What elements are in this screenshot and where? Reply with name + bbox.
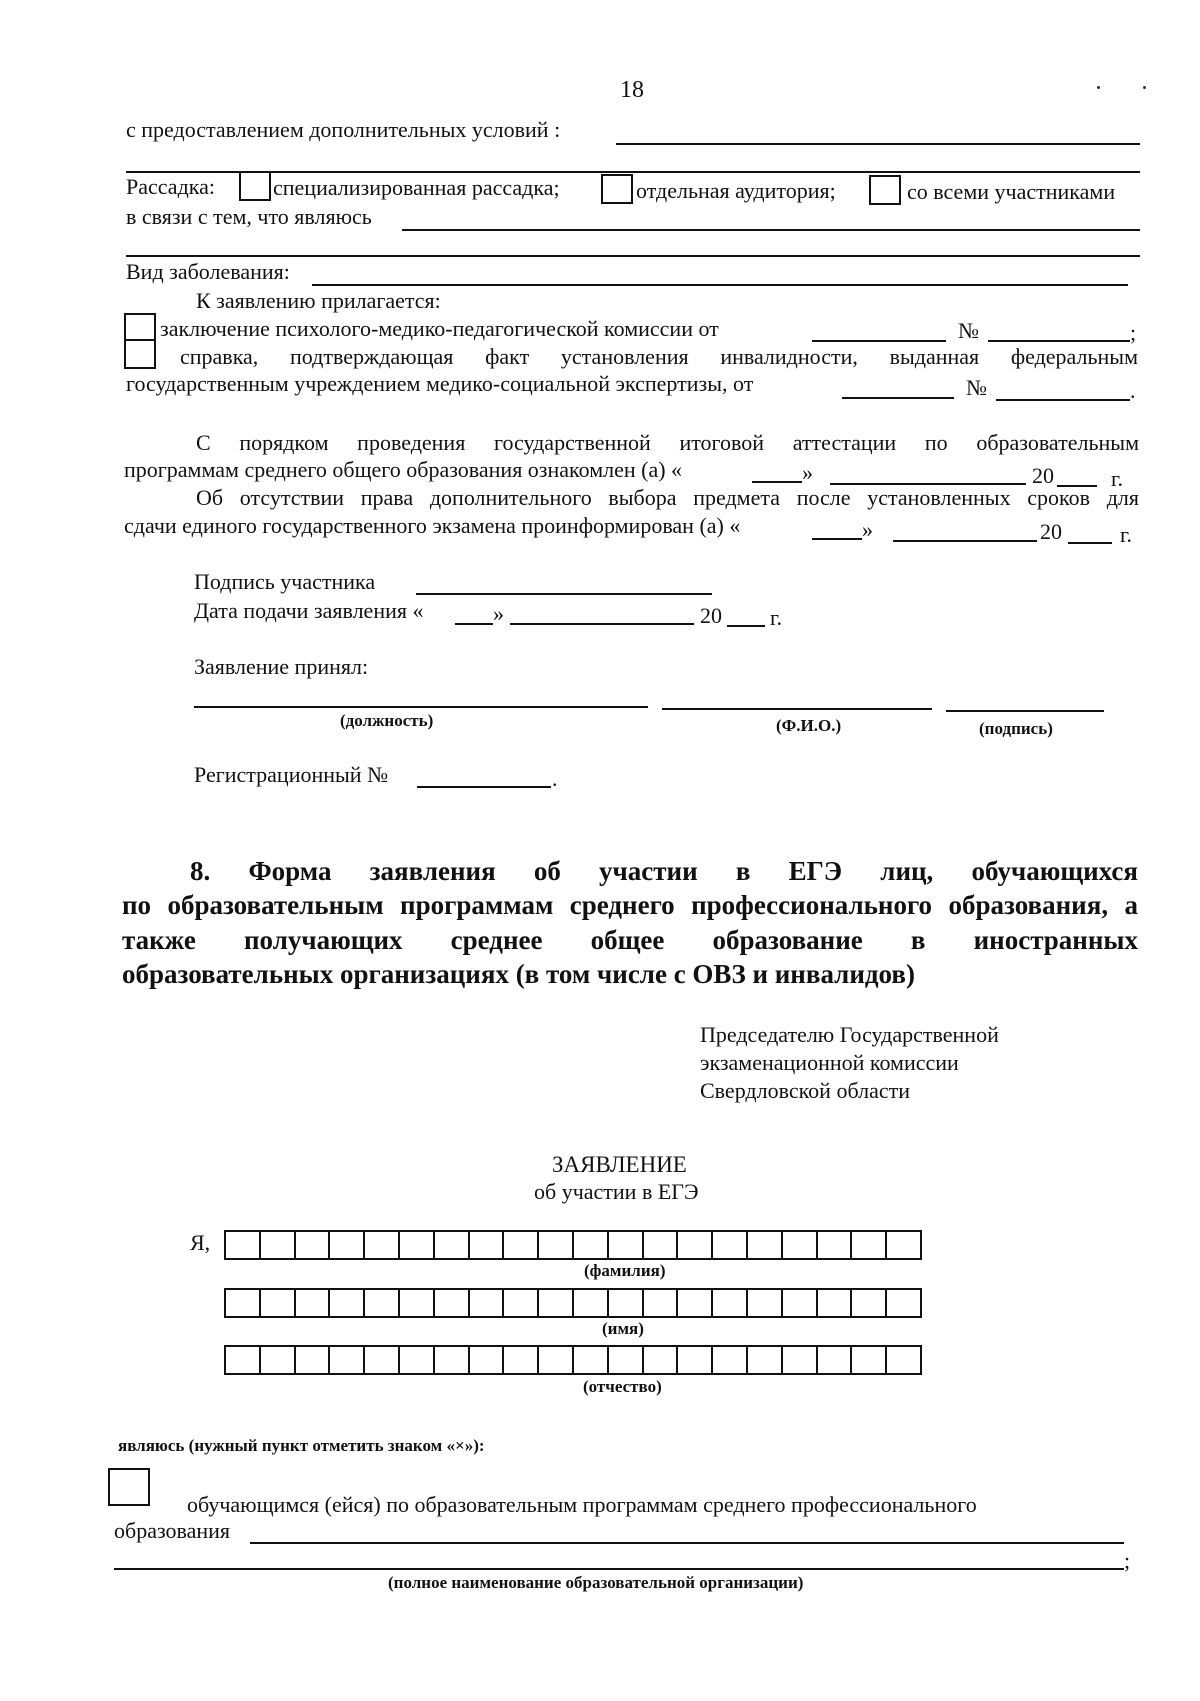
checkbox-with-all-participants[interactable] xyxy=(869,175,901,205)
letter-cell[interactable] xyxy=(713,1347,748,1373)
letter-cell[interactable] xyxy=(539,1290,574,1316)
letter-cell[interactable] xyxy=(261,1232,296,1258)
seating-option-separate-room: отдельная аудитория; xyxy=(636,178,836,203)
attachment-disability-line2: государственным учреждением медико-социальной экспертизы, от xyxy=(126,371,754,396)
application-title: ЗАЯВЛЕНИЕ xyxy=(552,1152,687,1177)
organization-caption: (полное наименование образовательной организации) xyxy=(388,1573,804,1592)
letter-cell[interactable] xyxy=(400,1347,435,1373)
letter-cell[interactable] xyxy=(574,1347,609,1373)
attached-label: К заявлению прилагается: xyxy=(196,288,441,313)
accepted-by-label: Заявление принял: xyxy=(194,654,369,679)
year-prefix: 20 xyxy=(1040,519,1062,544)
letter-cell[interactable] xyxy=(330,1290,365,1316)
quote-close: » xyxy=(802,460,813,485)
period: . xyxy=(1130,378,1136,403)
letter-cell[interactable] xyxy=(365,1347,400,1373)
section-heading-line2: по образовательным программам среднего профессионального образования, а xyxy=(122,890,1138,920)
letter-cell[interactable] xyxy=(783,1347,818,1373)
letter-cell[interactable] xyxy=(261,1290,296,1316)
spo-student-line1: обучающимся (ейся) по образовательным программам среднего профессионального xyxy=(187,1492,977,1517)
seating-option-with-all: со всеми участниками xyxy=(907,179,1116,204)
submit-day-field[interactable] xyxy=(455,623,493,625)
letter-cell[interactable] xyxy=(852,1232,887,1258)
ack-procedure-day-field[interactable] xyxy=(752,481,802,483)
letter-cell[interactable] xyxy=(226,1347,261,1373)
conditions-field-line2[interactable] xyxy=(126,171,1140,173)
i-label: Я, xyxy=(190,1230,211,1255)
pmpk-date-field[interactable] xyxy=(812,340,946,342)
semicolon: ; xyxy=(1124,1548,1131,1573)
ack-subject-month-field[interactable] xyxy=(893,540,1037,542)
letter-cell[interactable] xyxy=(609,1290,644,1316)
disability-number-label: № xyxy=(966,375,987,400)
letter-cell[interactable] xyxy=(470,1232,505,1258)
ack-procedure-line1: С порядком проведения государственной итоговой аттестации по образовательным xyxy=(196,430,1139,455)
letter-cell[interactable] xyxy=(818,1290,853,1316)
seating-label: Рассадка: xyxy=(126,174,215,199)
letter-cell[interactable] xyxy=(609,1347,644,1373)
letter-cell[interactable] xyxy=(644,1232,679,1258)
letter-cell[interactable] xyxy=(887,1290,920,1316)
letter-cell[interactable] xyxy=(887,1347,920,1373)
caption-surname: (фамилия) xyxy=(584,1261,666,1280)
letter-cell[interactable] xyxy=(470,1347,505,1373)
seating-option-specialized: специализированная рассадка; xyxy=(273,175,560,200)
letter-cell[interactable] xyxy=(748,1290,783,1316)
letter-cell[interactable] xyxy=(818,1232,853,1258)
letter-cell[interactable] xyxy=(678,1232,713,1258)
letter-cell[interactable] xyxy=(713,1290,748,1316)
letter-cell[interactable] xyxy=(330,1347,365,1373)
year-prefix: 20 xyxy=(1032,463,1054,488)
disease-label: Вид заболевания: xyxy=(126,259,290,284)
conditions-field[interactable] xyxy=(616,143,1140,145)
letter-cell[interactable] xyxy=(261,1347,296,1373)
letter-cell[interactable] xyxy=(539,1347,574,1373)
letter-cell[interactable] xyxy=(713,1232,748,1258)
letter-cell[interactable] xyxy=(678,1290,713,1316)
letter-cell[interactable] xyxy=(748,1347,783,1373)
scan-speck xyxy=(1097,86,1100,89)
disability-date-field[interactable] xyxy=(842,397,954,399)
letter-cell[interactable] xyxy=(783,1232,818,1258)
letter-cell[interactable] xyxy=(504,1290,539,1316)
attachment-disability-line1: справка, подтверждающая факт установления инвалидности, выданная федеральным xyxy=(180,344,1138,369)
caption-fio: (Ф.И.О.) xyxy=(776,716,842,735)
pmpk-number-label: № xyxy=(958,318,979,343)
letter-cell[interactable] xyxy=(852,1347,887,1373)
letter-cell[interactable] xyxy=(504,1347,539,1373)
reason-label: в связи с тем, что являюсь xyxy=(126,204,372,229)
quote-close: » xyxy=(493,601,504,626)
ack-procedure-line2: программам среднего общего образования ознакомлен (а) « xyxy=(124,457,683,482)
ack-subject-year-field[interactable] xyxy=(1068,542,1112,544)
letter-cell[interactable] xyxy=(435,1290,470,1316)
checkbox-separate-room[interactable] xyxy=(601,174,633,204)
organization-field[interactable] xyxy=(250,1542,1124,1544)
letter-cell[interactable] xyxy=(470,1290,505,1316)
letter-cell[interactable] xyxy=(644,1290,679,1316)
organization-field-line2[interactable] xyxy=(114,1568,1124,1570)
semicolon: ; xyxy=(1130,320,1137,345)
submit-year-field[interactable] xyxy=(727,625,765,627)
addressee-line2: экзаменационной комиссии xyxy=(700,1050,959,1075)
conditions-label: с предоставлением дополнительных условий : xyxy=(126,117,561,142)
section-heading-line1: 8. Форма заявления об участии в ЕГЭ лиц, обучающихся xyxy=(190,856,1138,886)
letter-cell[interactable] xyxy=(435,1347,470,1373)
caption-patronymic: (отчество) xyxy=(583,1377,662,1396)
position-field[interactable] xyxy=(194,706,648,708)
letter-cell[interactable] xyxy=(330,1232,365,1258)
reason-field[interactable] xyxy=(402,229,1140,231)
checkbox-disability-certificate[interactable] xyxy=(124,339,156,369)
year-suffix: г. xyxy=(1120,522,1133,547)
letter-cell[interactable] xyxy=(748,1232,783,1258)
caption-position: (должность) xyxy=(340,711,434,730)
registration-number-field[interactable] xyxy=(417,786,551,788)
year-suffix: г. xyxy=(770,605,783,630)
letter-cell[interactable] xyxy=(574,1232,609,1258)
letter-cell[interactable] xyxy=(400,1232,435,1258)
letter-cell[interactable] xyxy=(226,1232,261,1258)
letter-cell[interactable] xyxy=(609,1232,644,1258)
letter-cell[interactable] xyxy=(226,1290,261,1316)
scan-speck xyxy=(1143,86,1146,89)
section-heading-line3: также получающих среднее общее образование в иностранных xyxy=(122,925,1138,955)
caption-signature: (подпись) xyxy=(979,719,1053,738)
letter-cell[interactable] xyxy=(400,1290,435,1316)
spo-student-line2: образования xyxy=(114,1518,231,1543)
letter-cell[interactable] xyxy=(852,1290,887,1316)
letter-cell[interactable] xyxy=(296,1290,331,1316)
registration-number-label: Регистрационный № xyxy=(194,762,389,787)
application-subtitle: об участии в ЕГЭ xyxy=(534,1179,699,1204)
pmpk-number-field[interactable] xyxy=(988,340,1130,342)
section-heading-line4: образовательных организациях (в том числе с ОВЗ и инвалидов) xyxy=(122,959,915,989)
ack-subject-choice-line1: Об отсутствии права дополнительного выбора предмета после установленных сроков для xyxy=(196,485,1139,510)
ack-subject-choice-line2: сдачи единого государственного экзамена проинформирован (а) « xyxy=(124,513,741,538)
attachment-pmpk-text: заключение психолого-медико-педагогической комиссии от xyxy=(160,316,719,341)
being-note: являюсь (нужный пункт отметить знаком «×»): xyxy=(118,1436,485,1455)
submit-month-field[interactable] xyxy=(510,623,694,625)
letter-cell[interactable] xyxy=(574,1290,609,1316)
addressee-line1: Председателю Государственной xyxy=(700,1022,999,1047)
letter-cell[interactable] xyxy=(504,1232,539,1258)
letter-cell[interactable] xyxy=(296,1347,331,1373)
caption-name: (имя) xyxy=(602,1319,644,1338)
year-suffix: г. xyxy=(1111,466,1124,491)
letter-cell[interactable] xyxy=(644,1347,679,1373)
checkbox-specialized-seating[interactable] xyxy=(239,171,271,201)
name-cells[interactable] xyxy=(224,1288,922,1318)
checkbox-spo-student[interactable] xyxy=(108,1468,150,1506)
letter-cell[interactable] xyxy=(365,1232,400,1258)
period: . xyxy=(552,766,558,791)
letter-cell[interactable] xyxy=(783,1290,818,1316)
letter-cell[interactable] xyxy=(365,1290,400,1316)
disability-number-field[interactable] xyxy=(996,399,1130,401)
page-number: 18 xyxy=(620,77,644,103)
letter-cell[interactable] xyxy=(678,1347,713,1373)
patronymic-cells[interactable] xyxy=(224,1345,922,1375)
letter-cell[interactable] xyxy=(539,1232,574,1258)
participant-signature-label: Подпись участника xyxy=(194,569,376,594)
year-prefix: 20 xyxy=(700,603,722,628)
letter-cell[interactable] xyxy=(818,1347,853,1373)
letter-cell[interactable] xyxy=(887,1232,920,1258)
surname-cells[interactable] xyxy=(224,1230,922,1260)
fio-field[interactable] xyxy=(662,708,932,710)
signature-field[interactable] xyxy=(946,710,1104,712)
participant-signature-field[interactable] xyxy=(416,593,712,595)
letter-cell[interactable] xyxy=(296,1232,331,1258)
addressee-line3: Свердловской области xyxy=(700,1078,910,1103)
submit-date-label: Дата подачи заявления « xyxy=(194,598,424,623)
disease-field[interactable] xyxy=(312,284,1128,286)
reason-field-line2[interactable] xyxy=(126,255,1140,257)
ack-subject-day-field[interactable] xyxy=(812,538,862,540)
letter-cell[interactable] xyxy=(435,1232,470,1258)
quote-close: » xyxy=(862,517,873,542)
